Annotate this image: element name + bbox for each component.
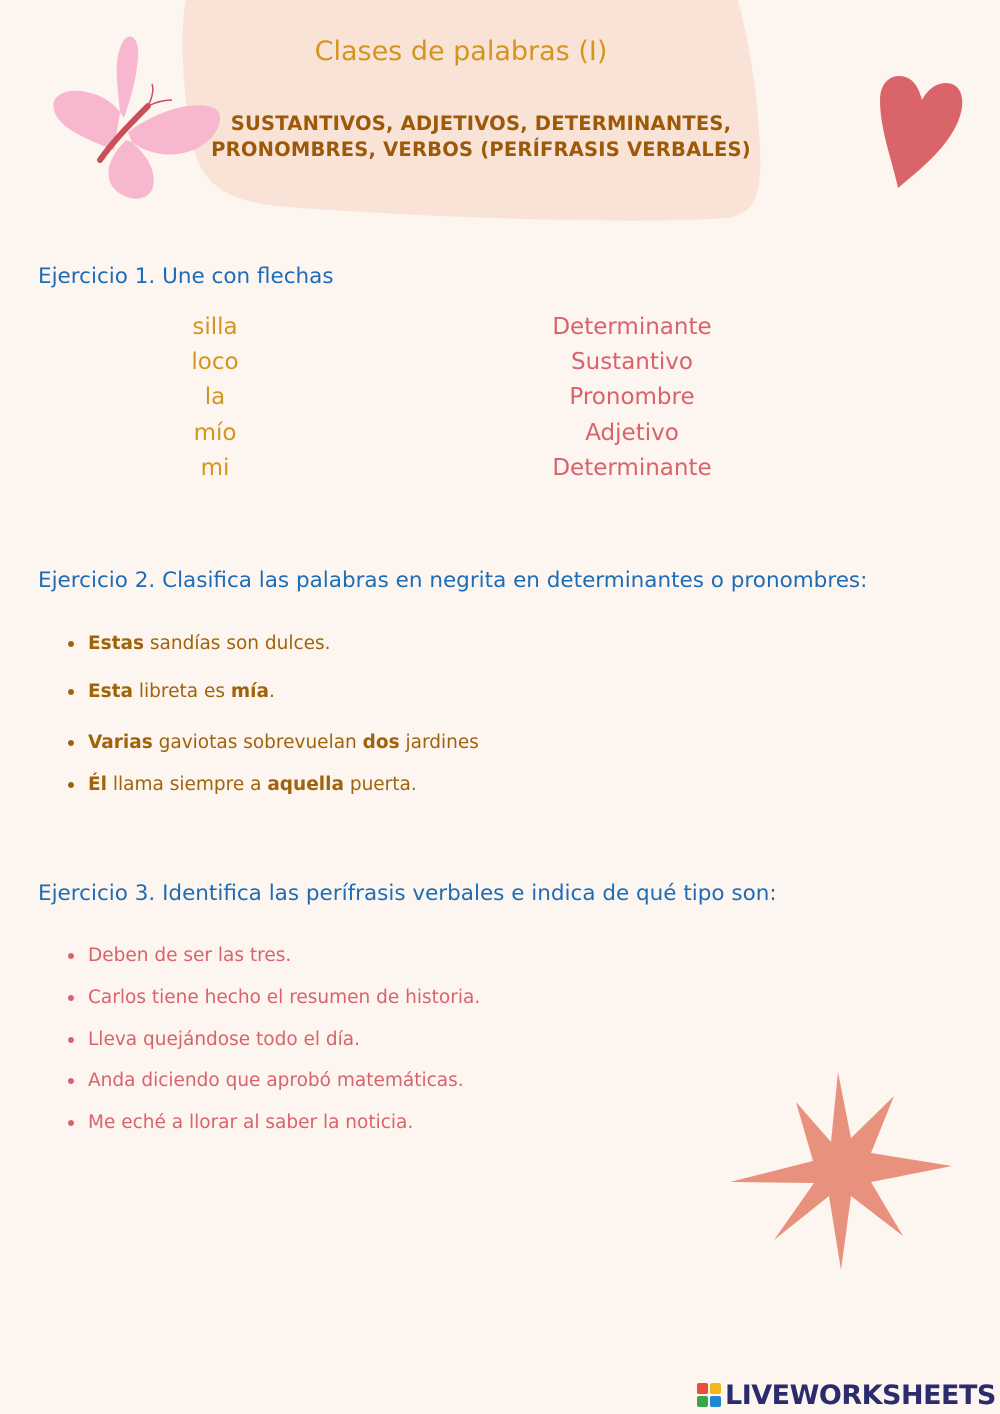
category-item[interactable]: Determinante — [552, 454, 712, 481]
category-item[interactable]: Determinante — [552, 314, 712, 340]
page-subtitle — [180, 111, 782, 163]
exercise3-item: Carlos tiene hecho el resumen de historia. — [88, 987, 481, 1008]
subtitle-line: PRONOMBRES, VERBOS (PERÍFRASIS VERBALES) — [211, 138, 751, 161]
exercise3-item: Lleva quejándose todo el día. — [88, 1029, 361, 1050]
sentence-text: . — [268, 681, 275, 702]
exercise2-title: Ejercicio 2. Clasifica las palabras en negrita en determinantes o pronombres: — [38, 568, 868, 593]
sentence-text: libreta es — [132, 681, 231, 702]
sentence-text: puerta. — [343, 774, 417, 795]
bold-word: Él — [88, 774, 107, 795]
exercise3-item: Deben de ser las tres. — [88, 945, 292, 966]
exercise3-item: Anda diciendo que aprobó matemáticas. — [88, 1070, 464, 1091]
sentence-text: gaviotas sobrevuelan — [152, 732, 363, 753]
word-item[interactable]: mío — [193, 419, 237, 446]
exercise2-item — [88, 681, 275, 702]
word-item[interactable]: la — [204, 384, 226, 411]
sentence-text: llama siempre a — [106, 774, 268, 795]
exercise2-item — [88, 732, 479, 753]
bold-word: mía — [230, 681, 269, 702]
star-icon — [728, 1070, 954, 1272]
category-item[interactable]: Pronombre — [569, 384, 695, 411]
exercise2-item — [88, 633, 331, 654]
exercise1-words — [115, 310, 315, 486]
word-item[interactable]: loco — [191, 349, 239, 376]
subtitle-line: SUSTANTIVOS, ADJETIVOS, DETERMINANTES, — [230, 112, 732, 135]
bold-word: Varias — [88, 732, 153, 753]
exercise1-title: Ejercicio 1. Une con flechas — [38, 264, 334, 289]
category-item[interactable]: Sustantivo — [571, 349, 693, 376]
liveworksheets-logo[interactable] — [697, 1378, 996, 1412]
exercise1-categories — [482, 310, 782, 486]
bold-word: Esta — [88, 681, 133, 702]
logo-icon — [697, 1383, 721, 1407]
bold-word: aquella — [267, 774, 344, 795]
sentence-text: sandías son dulces. — [144, 633, 331, 654]
brand-text: LIVEWORKSHEETS — [725, 1379, 996, 1411]
exercise2-item — [88, 774, 417, 795]
bold-word: Estas — [88, 633, 144, 654]
heart-icon — [874, 70, 966, 190]
exercise3-item: Me eché a llorar al saber la noticia. — [88, 1112, 414, 1133]
category-item[interactable]: Adjetivo — [585, 419, 679, 446]
sentence-text: jardines — [399, 732, 479, 753]
word-item[interactable]: mi — [200, 454, 230, 481]
exercise3-title: Ejercicio 3. Identifica las perífrasis verbales e indica de qué tipo son: — [38, 881, 777, 906]
page-title: Clases de palabras (I) — [314, 36, 608, 67]
word-item[interactable]: silla — [192, 314, 238, 340]
bold-word: dos — [362, 732, 400, 753]
